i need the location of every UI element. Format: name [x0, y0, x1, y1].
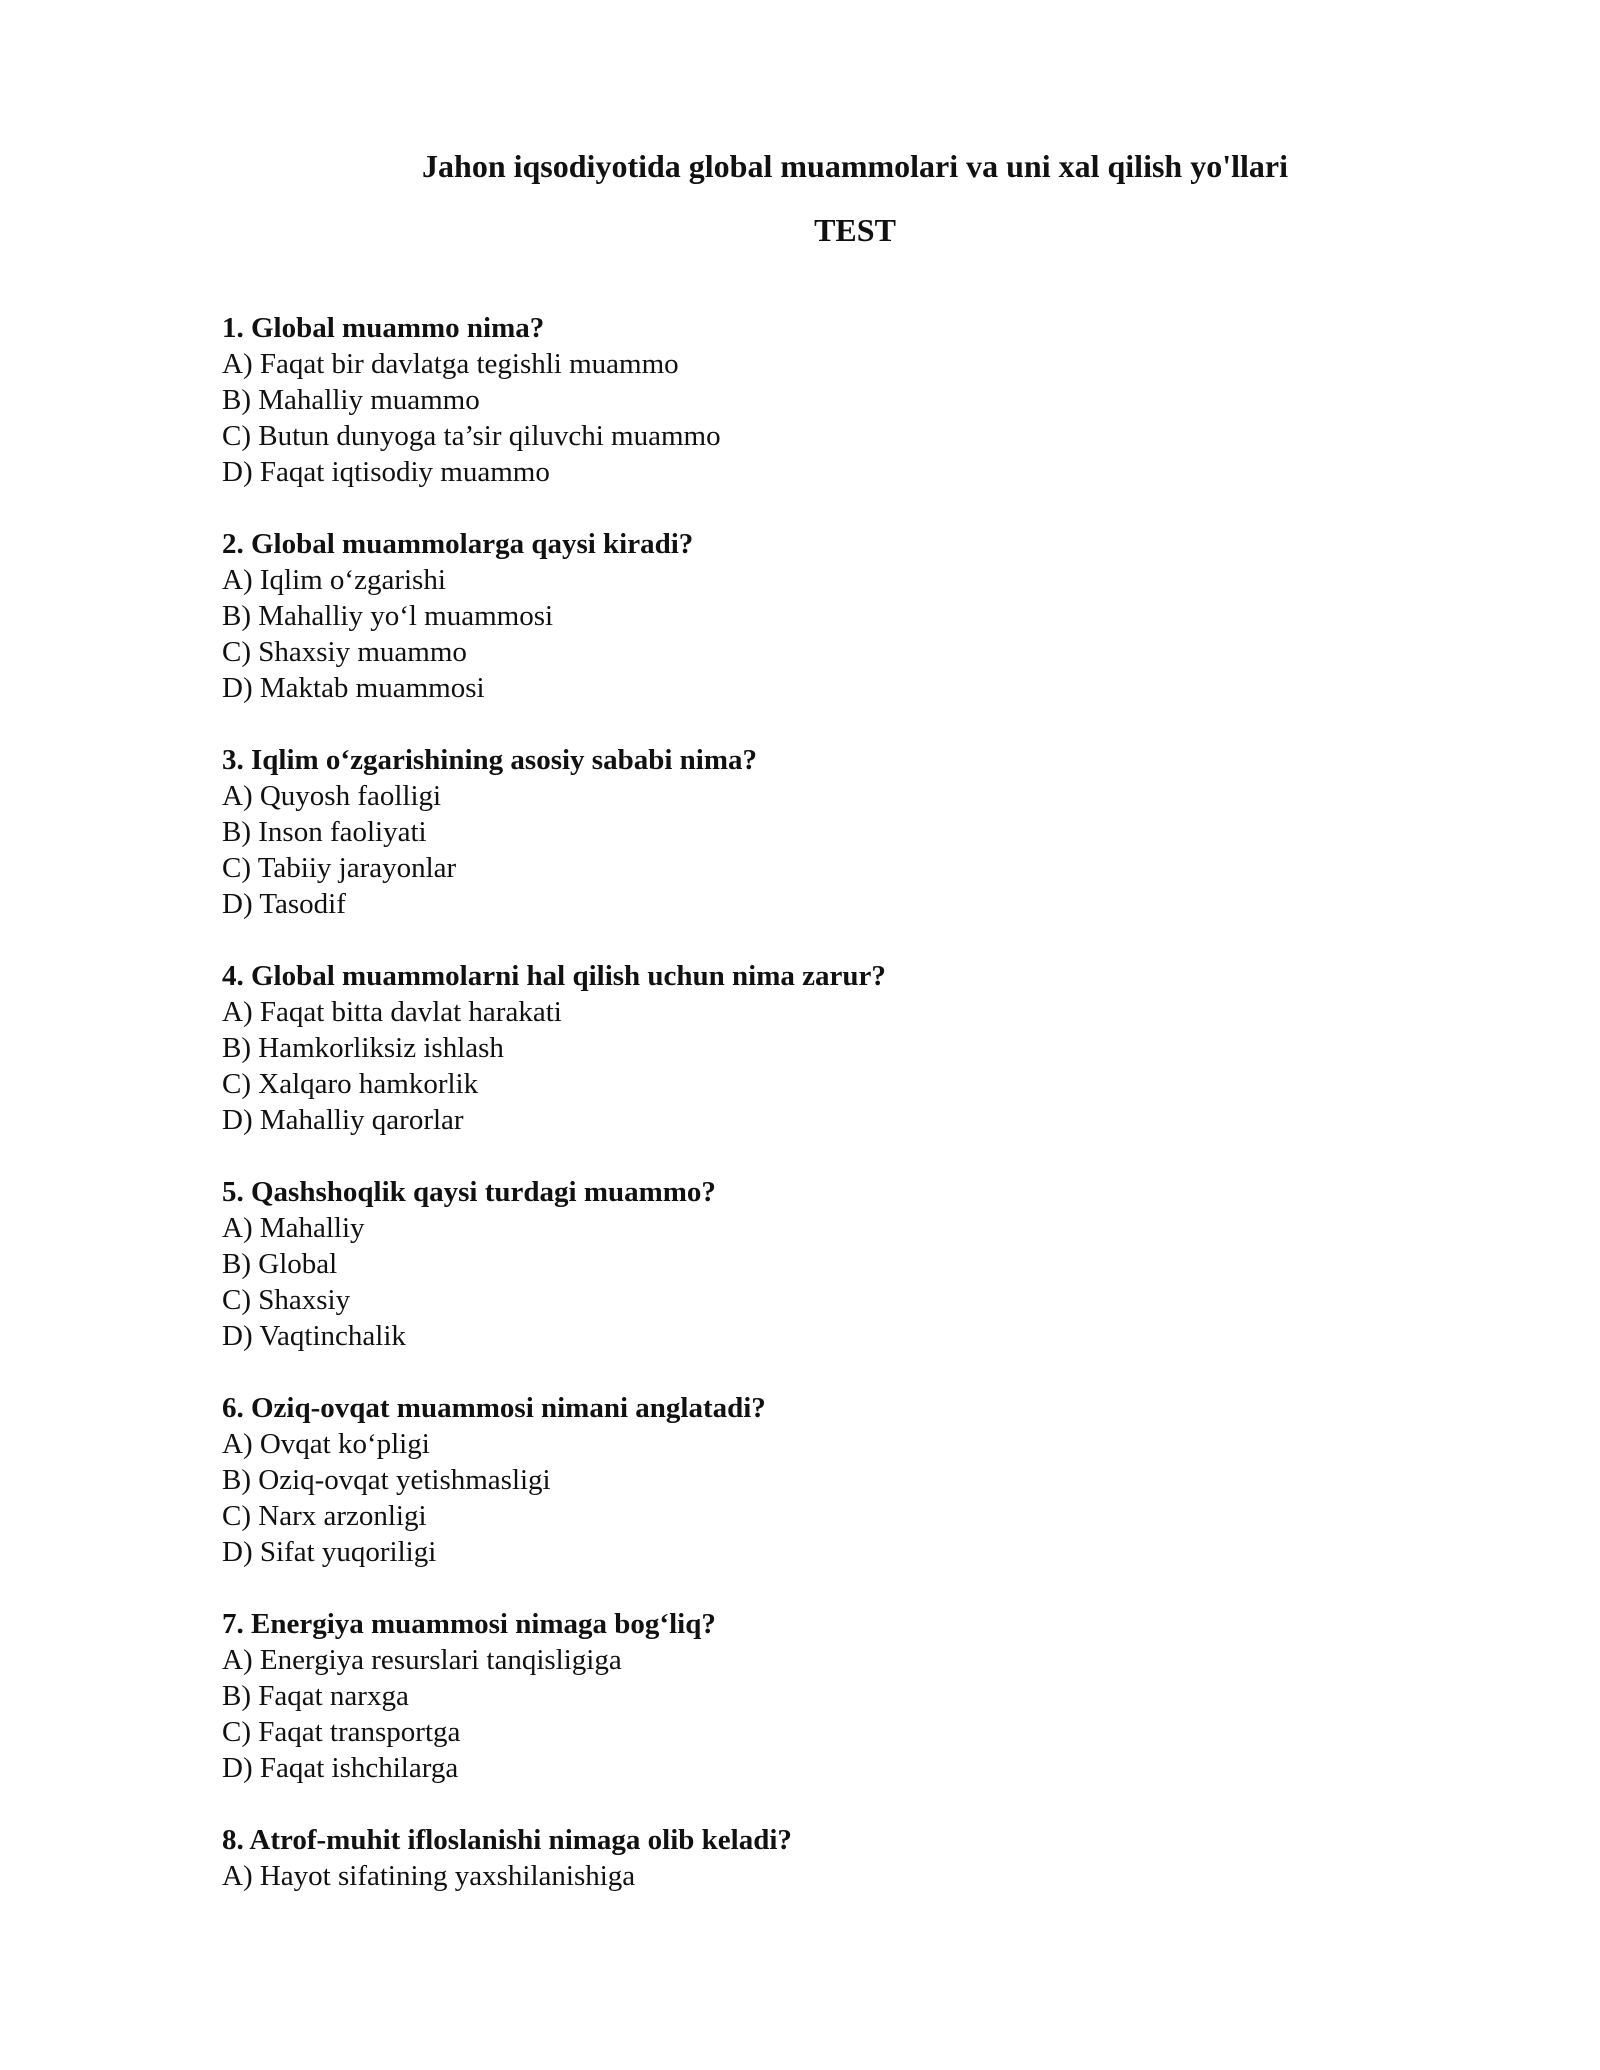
answer-option-a: A) Energiya resurslari tanqisligiga	[222, 1644, 622, 1676]
question-text: 2. Global muammolarga qaysi kiradi?	[222, 528, 694, 560]
question-text: 5. Qashshoqlik qaysi turdagi muammo?	[222, 1176, 716, 1208]
answer-option-d: D) Vaqtinchalik	[222, 1320, 406, 1352]
answer-option-d: D) Tasodif	[222, 888, 346, 920]
answer-option-d: D) Faqat iqtisodiy muammo	[222, 456, 550, 488]
answer-option-a: A) Iqlim o‘zgarishi	[222, 564, 446, 596]
answer-option-a: A) Quyosh faolligi	[222, 780, 442, 812]
question-8	[222, 1822, 1522, 1894]
answer-option-c: C) Xalqaro hamkorlik	[222, 1068, 479, 1100]
question-7	[222, 1606, 1522, 1786]
question-text: 8. Atrof-muhit ifloslanishi nimaga olib keladi?	[222, 1824, 792, 1856]
answer-option-a: A) Faqat bir davlatga tegishli muammo	[222, 348, 679, 380]
answer-option-c: C) Shaxsiy	[222, 1284, 351, 1316]
answer-option-a: A) Ovqat ko‘pligi	[222, 1428, 430, 1460]
question-text: 1. Global muammo nima?	[222, 312, 545, 344]
question-4	[222, 958, 1522, 1138]
answer-option-c: C) Shaxsiy muammo	[222, 636, 467, 668]
document-title: Jahon iqsodiyotida global muammolari va uni xal qilish yo'llari	[422, 148, 1288, 184]
answer-option-b: B) Mahalliy muammo	[222, 384, 480, 416]
answer-option-c: C) Faqat transportga	[222, 1716, 461, 1748]
question-2	[222, 526, 1522, 706]
answer-option-b: B) Hamkorliksiz ishlash	[222, 1032, 504, 1064]
answer-option-a: A) Hayot sifatining yaxshilanishiga	[222, 1860, 636, 1892]
answer-option-b: B) Inson faoliyati	[222, 816, 427, 848]
answer-option-d: D) Faqat ishchilarga	[222, 1752, 459, 1784]
question-1	[222, 310, 1522, 490]
question-text: 6. Oziq-ovqat muammosi nimani anglatadi?	[222, 1392, 766, 1424]
answer-option-c: C) Tabiiy jarayonlar	[222, 852, 457, 884]
answer-option-d: D) Mahalliy qarorlar	[222, 1104, 464, 1136]
answer-option-c: C) Butun dunyoga ta’sir qiluvchi muammo	[222, 420, 721, 452]
answer-option-a: A) Mahalliy	[222, 1212, 365, 1244]
question-5	[222, 1174, 1522, 1354]
answer-option-b: B) Oziq-ovqat yetishmasligi	[222, 1464, 551, 1496]
answer-option-c: C) Narx arzonligi	[222, 1500, 427, 1532]
question-6	[222, 1390, 1522, 1570]
question-3	[222, 742, 1522, 922]
answer-option-a: A) Faqat bitta davlat harakati	[222, 996, 562, 1028]
question-text: 4. Global muammolarni hal qilish uchun nima zarur?	[222, 960, 886, 992]
question-list	[222, 310, 1522, 1930]
question-text: 3. Iqlim o‘zgarishining asosiy sababi nima?	[222, 744, 757, 776]
answer-option-b: B) Mahalliy yo‘l muammosi	[222, 600, 554, 632]
document-subtitle: TEST	[814, 212, 896, 248]
answer-option-b: B) Faqat narxga	[222, 1680, 409, 1712]
question-text: 7. Energiya muammosi nimaga bog‘liq?	[222, 1608, 716, 1640]
answer-option-d: D) Sifat yuqoriligi	[222, 1536, 437, 1568]
answer-option-b: B) Global	[222, 1248, 338, 1280]
answer-option-d: D) Maktab muammosi	[222, 672, 485, 704]
